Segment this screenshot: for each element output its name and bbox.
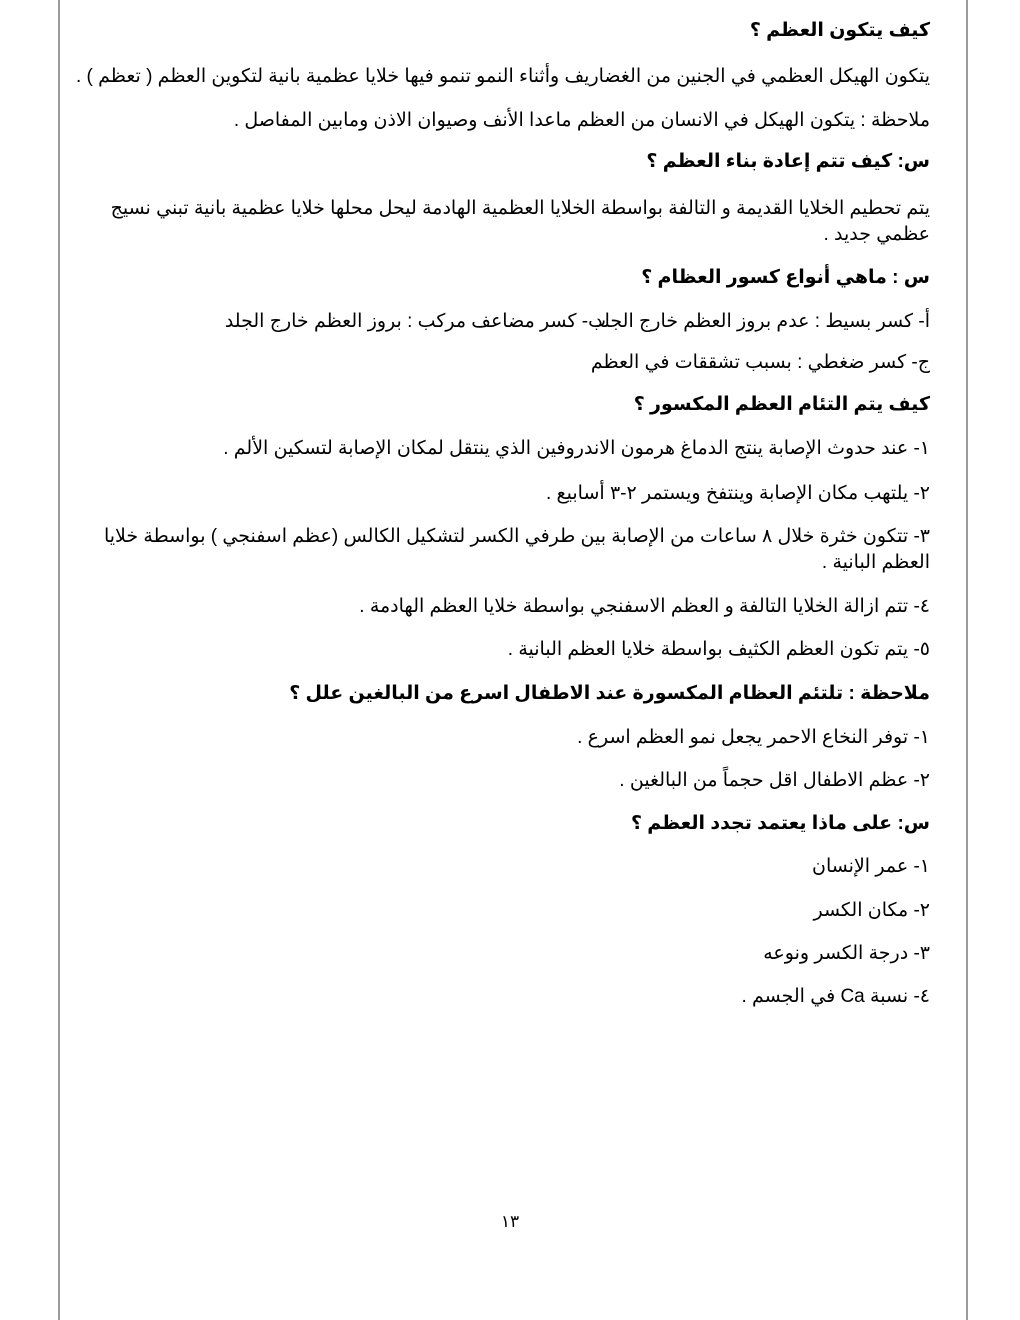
page-border-left xyxy=(58,0,60,1320)
renewal-factor-4: ٤- نسبة Ca في الجسم . xyxy=(741,986,930,1007)
children-reason-2: ٢- عظم الاطفال اقل حجماً من البالغين . xyxy=(619,770,930,791)
healing-step-2: ٢- يلتهب مكان الإصابة وينتفخ ويستمر ٢-٣ أسابيع . xyxy=(545,483,930,504)
question-bone-renewal: س: على ماذا يعتمد تجدد العظم ؟ xyxy=(630,813,930,834)
healing-step-1: ١- عند حدوث الإصابة ينتج الدماغ هرمون الاندروفين الذي ينتقل لمكان الإصابة لتسكين الألم . xyxy=(223,438,930,459)
document-page xyxy=(75,0,930,1320)
healing-step-5: ٥- يتم تكون العظم الكثيف بواسطة خلايا العظم البانية . xyxy=(507,639,930,660)
children-reason-1: ١- توفر النخاع الاحمر يجعل نمو العظم اسرع . xyxy=(577,727,930,748)
paragraph-bone-rebuilding: يتم تحطيم الخلايا القديمة و التالفة بواسطة الخلايا العظمية الهادمة ليحل محلها خلايا عظمية بانية تبني نسيج عظمي جديد . xyxy=(110,198,930,245)
fracture-simple: أ- كسر بسيط : عدم بروز العظم خارج الجلد xyxy=(594,311,930,332)
page-number: ١٣ xyxy=(500,1212,520,1231)
renewal-factor-1: ١- عمر الإنسان xyxy=(811,856,930,877)
fracture-types-row xyxy=(92,309,930,335)
question-fracture-types: س : ماهي أنواع كسور العظام ؟ xyxy=(641,267,930,288)
page-border-right xyxy=(966,0,968,1320)
fracture-compound: ب- كسر مضاعف مركب : بروز العظم خارج الجلد xyxy=(224,311,606,332)
renewal-factor-3: ٣- درجة الكسر ونوعه xyxy=(763,943,930,964)
healing-step-4: ٤- تتم ازالة الخلايا التالفة و العظم الاسفنجي بواسطة خلايا العظم الهادمة . xyxy=(359,596,930,617)
question-bone-rebuilding: س: كيف تتم إعادة بناء العظم ؟ xyxy=(646,151,930,172)
paragraph-skeleton-formation: يتكون الهيكل العظمي في الجنين من الغضاريف وأثناء النمو تنمو فيها خلايا عظمية بانية لتكوين العظم ( تعظم ) . xyxy=(75,66,930,87)
renewal-factor-2: ٢- مكان الكسر xyxy=(813,900,930,921)
note-skeleton-composition: ملاحظة : يتكون الهيكل في الانسان من العظم ماعدا الأنف وصيوان الاذن ومابين المفاصل . xyxy=(233,110,930,131)
fracture-compression: ج- كسر ضغطي : بسبب تشققات في العظم xyxy=(590,352,930,373)
note-children-healing-question: ملاحظة : تلتئم العظام المكسورة عند الاطفال اسرع من البالغين علل ؟ xyxy=(289,683,930,704)
healing-step-3: ٣- تتكون خثرة خلال ٨ ساعات من الإصابة بين طرفي الكسر لتشكيل الكالس (عظم اسفنجي ) بواسطة خلايا العظم البانية . xyxy=(103,526,930,573)
question-bone-formation: كيف يتكون العظم ؟ xyxy=(749,20,930,41)
question-fracture-healing: كيف يتم التئام العظم المكسور ؟ xyxy=(633,394,930,415)
